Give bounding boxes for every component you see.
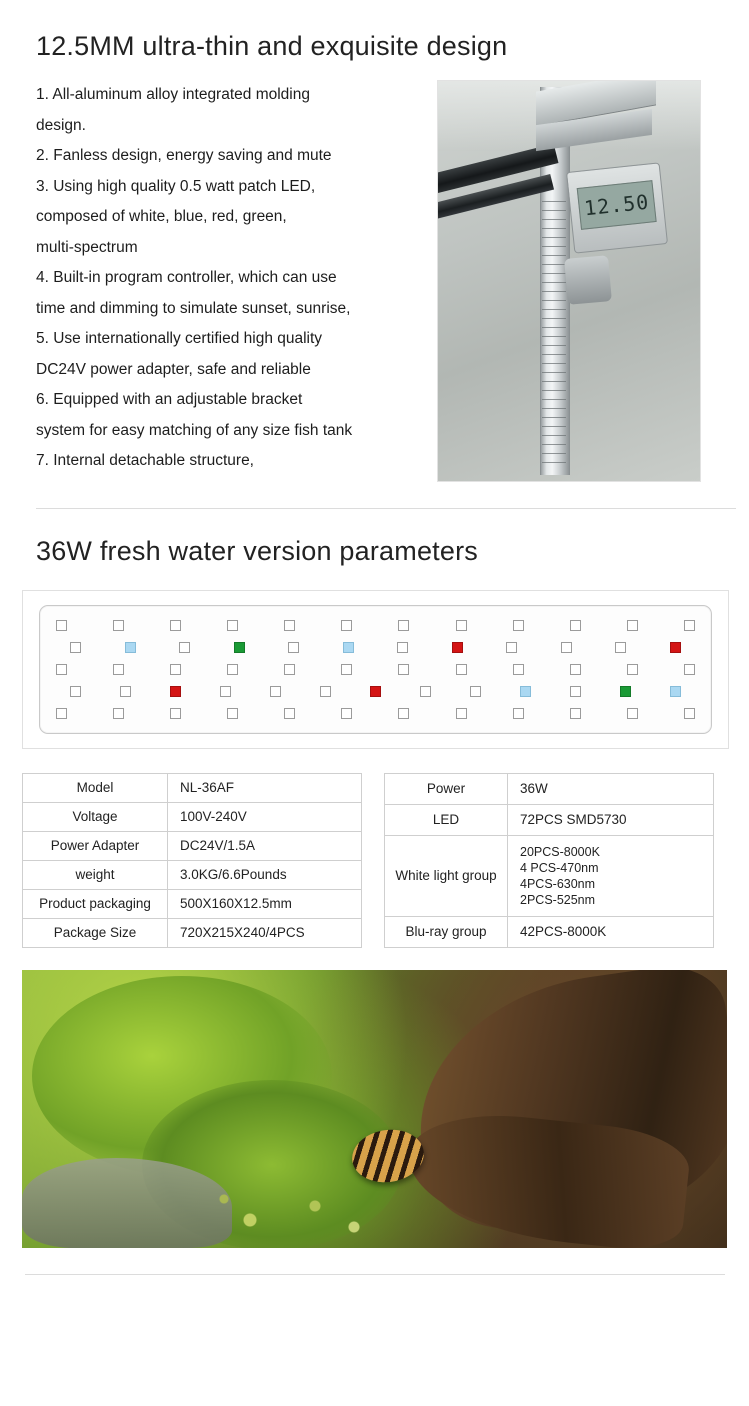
spec-label: Power bbox=[385, 773, 508, 804]
gravel-substrate bbox=[172, 1178, 432, 1248]
table-row bbox=[385, 804, 714, 835]
feature-line: 1. All-aluminum alloy integrated molding bbox=[36, 86, 310, 104]
section1-body bbox=[36, 80, 727, 482]
spec-label: LED bbox=[385, 804, 508, 835]
feature-line: 6. Equipped with an adjustable bracket bbox=[36, 391, 303, 409]
spec-value: 100V-240V bbox=[168, 802, 362, 831]
caliper-ticks bbox=[542, 201, 566, 471]
caliper-lcd-reading: 12.50 bbox=[577, 181, 657, 231]
feature-line: design. bbox=[36, 116, 86, 134]
aquarium-photo bbox=[22, 970, 727, 1248]
led-white bbox=[456, 708, 467, 719]
digital-caliper-photo bbox=[437, 80, 701, 482]
spec-value: 720X215X240/4PCS bbox=[168, 918, 362, 947]
led-white bbox=[561, 642, 572, 653]
spec-value: 3.0KG/6.6Pounds bbox=[168, 860, 362, 889]
led-white bbox=[70, 686, 81, 697]
led-white bbox=[627, 708, 638, 719]
spec-table-led bbox=[384, 773, 714, 948]
spec-label: Product packaging bbox=[23, 889, 168, 918]
led-white bbox=[270, 686, 281, 697]
led-green bbox=[620, 686, 631, 697]
led-white bbox=[56, 708, 67, 719]
spec-label: weight bbox=[23, 860, 168, 889]
led-row bbox=[56, 664, 695, 675]
led-white bbox=[113, 664, 124, 675]
led-white bbox=[420, 686, 431, 697]
table-row bbox=[385, 916, 714, 947]
led-white bbox=[227, 664, 238, 675]
led-red bbox=[452, 642, 463, 653]
table-row bbox=[23, 802, 362, 831]
led-white bbox=[506, 642, 517, 653]
spec-table-general bbox=[22, 773, 362, 948]
led-white bbox=[627, 620, 638, 631]
spec-value: 36W bbox=[508, 773, 714, 804]
led-white bbox=[220, 686, 231, 697]
led-white bbox=[570, 708, 581, 719]
led-white bbox=[120, 686, 131, 697]
page-title: 12.5MM ultra-thin and exquisite design bbox=[36, 31, 508, 61]
led-white bbox=[570, 620, 581, 631]
spec-label: Voltage bbox=[23, 802, 168, 831]
bottom-divider bbox=[25, 1274, 725, 1275]
feature-line: composed of white, blue, red, green, bbox=[36, 208, 287, 226]
spec-value: 72PCS SMD5730 bbox=[508, 804, 714, 835]
led-white bbox=[288, 642, 299, 653]
led-white bbox=[513, 664, 524, 675]
led-row bbox=[56, 642, 695, 653]
led-white bbox=[456, 620, 467, 631]
feature-line: multi-spectrum bbox=[36, 238, 138, 256]
spec-label: Model bbox=[23, 773, 168, 802]
feature-line: 7. Internal detachable structure, bbox=[36, 452, 254, 470]
spec-value: 42PCS-8000K bbox=[508, 916, 714, 947]
table-row bbox=[23, 889, 362, 918]
led-white bbox=[227, 708, 238, 719]
spec-value: 500X160X12.5mm bbox=[168, 889, 362, 918]
table-row bbox=[385, 836, 714, 917]
led-white bbox=[284, 664, 295, 675]
spec-label: Power Adapter bbox=[23, 831, 168, 860]
led-blue bbox=[670, 686, 681, 697]
led-row bbox=[56, 708, 695, 719]
table-row bbox=[23, 831, 362, 860]
table-row bbox=[385, 773, 714, 804]
led-white bbox=[320, 686, 331, 697]
feature-line: 2. Fanless design, energy saving and mute bbox=[36, 147, 332, 165]
led-layout-diagram bbox=[39, 605, 712, 734]
led-white bbox=[513, 620, 524, 631]
spec-value: DC24V/1.5A bbox=[168, 831, 362, 860]
led-white bbox=[56, 620, 67, 631]
spec-sub-value: 4 PCS-470nm bbox=[520, 860, 599, 875]
led-white bbox=[56, 664, 67, 675]
led-white bbox=[570, 664, 581, 675]
led-white bbox=[470, 686, 481, 697]
table-row bbox=[23, 773, 362, 802]
led-red bbox=[170, 686, 181, 697]
led-white bbox=[170, 620, 181, 631]
table-row bbox=[23, 860, 362, 889]
spec-value: NL-36AF bbox=[168, 773, 362, 802]
spec-label: White light group bbox=[385, 836, 508, 917]
led-white bbox=[398, 620, 409, 631]
led-white bbox=[113, 708, 124, 719]
feature-line: 5. Use internationally certified high quality bbox=[36, 330, 323, 348]
led-red bbox=[670, 642, 681, 653]
led-blue bbox=[125, 642, 136, 653]
feature-line: DC24V power adapter, safe and reliable bbox=[36, 360, 311, 378]
spec-value-group bbox=[508, 836, 714, 917]
led-white bbox=[398, 664, 409, 675]
feature-list bbox=[36, 80, 429, 477]
led-white bbox=[341, 708, 352, 719]
led-white bbox=[170, 664, 181, 675]
led-white bbox=[70, 642, 81, 653]
led-white bbox=[570, 686, 581, 697]
table-row bbox=[23, 918, 362, 947]
led-white bbox=[398, 708, 409, 719]
spec-label: Package Size bbox=[23, 918, 168, 947]
feature-line: 4. Built-in program controller, which can use bbox=[36, 269, 337, 287]
spec-sub-value: 20PCS-8000K bbox=[520, 844, 600, 859]
led-white bbox=[170, 708, 181, 719]
led-white bbox=[684, 664, 695, 675]
caliper-thumb-roller bbox=[564, 256, 612, 306]
spec-sub-value: 4PCS-630nm bbox=[520, 876, 596, 891]
led-white bbox=[341, 664, 352, 675]
led-panel-frame bbox=[22, 590, 729, 749]
led-white bbox=[397, 642, 408, 653]
led-row bbox=[56, 686, 695, 697]
led-green bbox=[234, 642, 245, 653]
feature-line: time and dimming to simulate sunset, sunrise, bbox=[36, 299, 351, 317]
led-white bbox=[684, 620, 695, 631]
specification-tables bbox=[22, 773, 727, 948]
feature-line: system for easy matching of any size fish tank bbox=[36, 421, 353, 439]
led-white bbox=[615, 642, 626, 653]
section-36w-parameters bbox=[0, 509, 749, 567]
led-white bbox=[284, 708, 295, 719]
led-white bbox=[341, 620, 352, 631]
led-row bbox=[56, 620, 695, 631]
caliper-display-housing bbox=[566, 163, 668, 254]
led-white bbox=[227, 620, 238, 631]
led-blue bbox=[520, 686, 531, 697]
parameters-title: 36W fresh water version parameters bbox=[36, 536, 478, 567]
led-red bbox=[370, 686, 381, 697]
led-white bbox=[113, 620, 124, 631]
spec-sub-value: 2PCS-525nm bbox=[520, 892, 596, 907]
led-white bbox=[513, 708, 524, 719]
led-blue bbox=[343, 642, 354, 653]
section-ultrathin-design bbox=[0, 0, 749, 509]
led-white bbox=[456, 664, 467, 675]
spec-label: Blu-ray group bbox=[385, 916, 508, 947]
led-white bbox=[684, 708, 695, 719]
feature-line: 3. Using high quality 0.5 watt patch LED, bbox=[36, 177, 316, 195]
led-white bbox=[284, 620, 295, 631]
led-white bbox=[179, 642, 190, 653]
led-white bbox=[627, 664, 638, 675]
